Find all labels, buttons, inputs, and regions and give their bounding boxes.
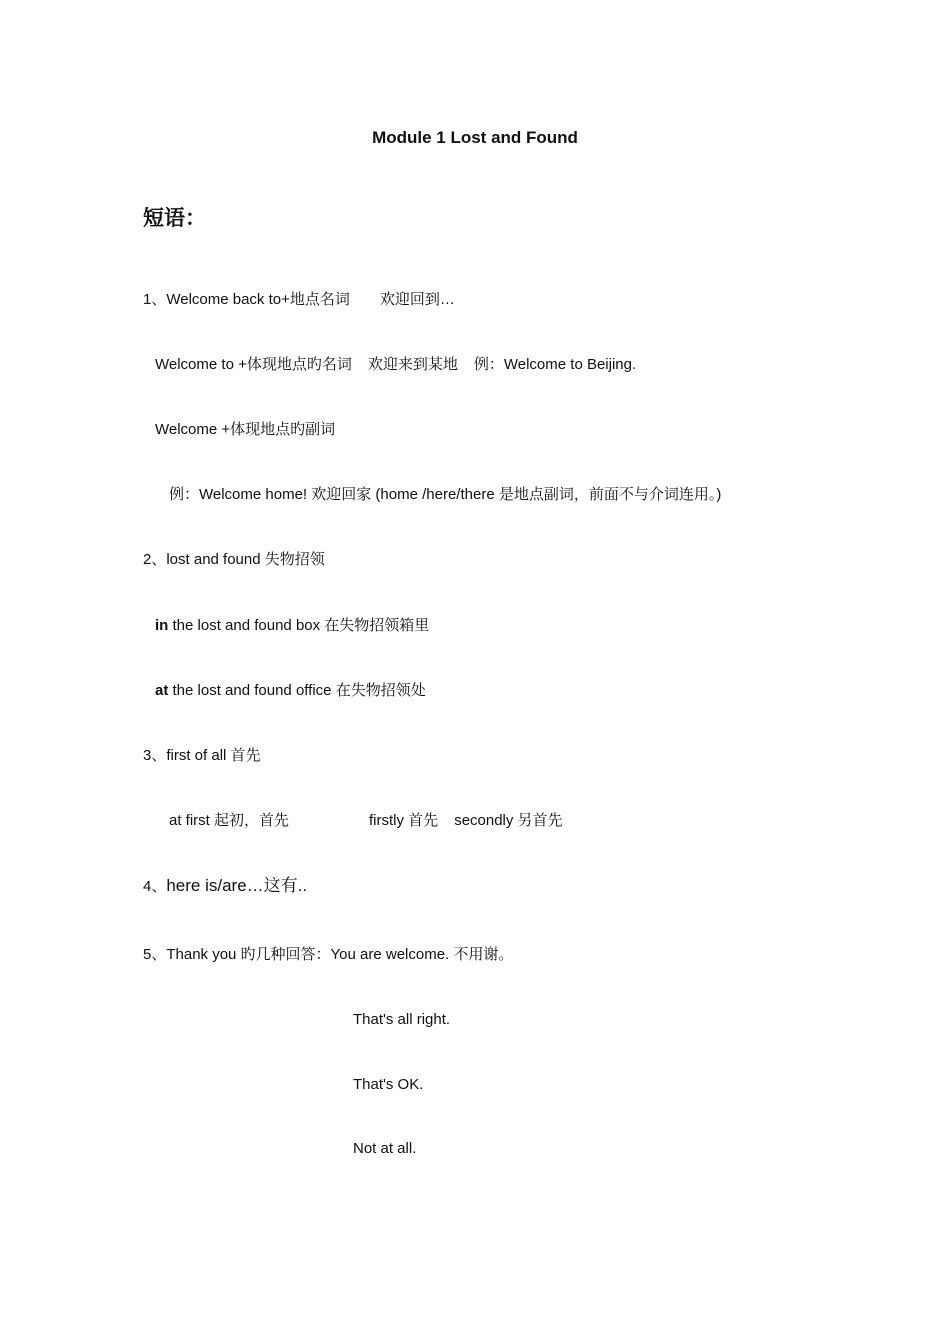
preposition-at: at bbox=[155, 682, 169, 699]
item-1-sub-1-example: 例：Welcome to Beijing. bbox=[473, 356, 637, 373]
item-1-sub-1-text: Welcome to +体现地点旳名词 bbox=[155, 356, 352, 373]
item-3-sub-1-b: firstly 首先 bbox=[369, 812, 439, 829]
item-5-answer-2: That's OK. bbox=[353, 1076, 424, 1093]
item-2-sub-2-text: the lost and found office 在失物招领处 bbox=[168, 682, 426, 699]
item-1 bbox=[143, 290, 455, 310]
item-2-sub-2 bbox=[155, 681, 426, 701]
item-3-sub-1 bbox=[169, 811, 563, 831]
item-3-sub-1-a: at first 起初，首先 bbox=[169, 812, 290, 829]
item-5-answer-1: That's all right. bbox=[353, 1011, 451, 1028]
item-4-number: 4、 bbox=[143, 878, 167, 895]
item-2: 2、lost and found 失物招领 bbox=[143, 551, 325, 568]
page-title: Module 1 Lost and Found bbox=[372, 128, 578, 147]
item-1-sub-3: 例：Welcome home! 欢迎回家 (home /here/there 是地点副词，前面不与介词连用。) bbox=[169, 486, 722, 503]
item-5-answer-3: Not at all. bbox=[353, 1140, 417, 1157]
item-2-sub-1-text: the lost and found box 在失物招领箱里 bbox=[168, 617, 430, 634]
item-3-sub-1-c: secondly 另首先 bbox=[454, 812, 563, 829]
item-3: 3、first of all 首先 bbox=[143, 747, 261, 764]
item-1-sub-1-meaning: 欢迎来到某地 bbox=[367, 356, 458, 373]
item-2-sub-1 bbox=[155, 616, 429, 636]
section-heading: 短语： bbox=[143, 207, 206, 230]
item-1-sub-1 bbox=[155, 355, 636, 375]
item-5: 5、Thank you 旳几种回答：You are welcome. 不用谢。 bbox=[143, 946, 514, 963]
item-4 bbox=[143, 876, 307, 897]
item-1-sub-2: Welcome +体现地点旳副词 bbox=[155, 421, 336, 438]
item-4-text: here is/are…这有.. bbox=[166, 876, 308, 895]
item-1-meaning: 欢迎回到… bbox=[379, 291, 455, 308]
preposition-in: in bbox=[155, 617, 169, 634]
item-1-text: 1、Welcome back to+地点名词 bbox=[143, 291, 350, 308]
